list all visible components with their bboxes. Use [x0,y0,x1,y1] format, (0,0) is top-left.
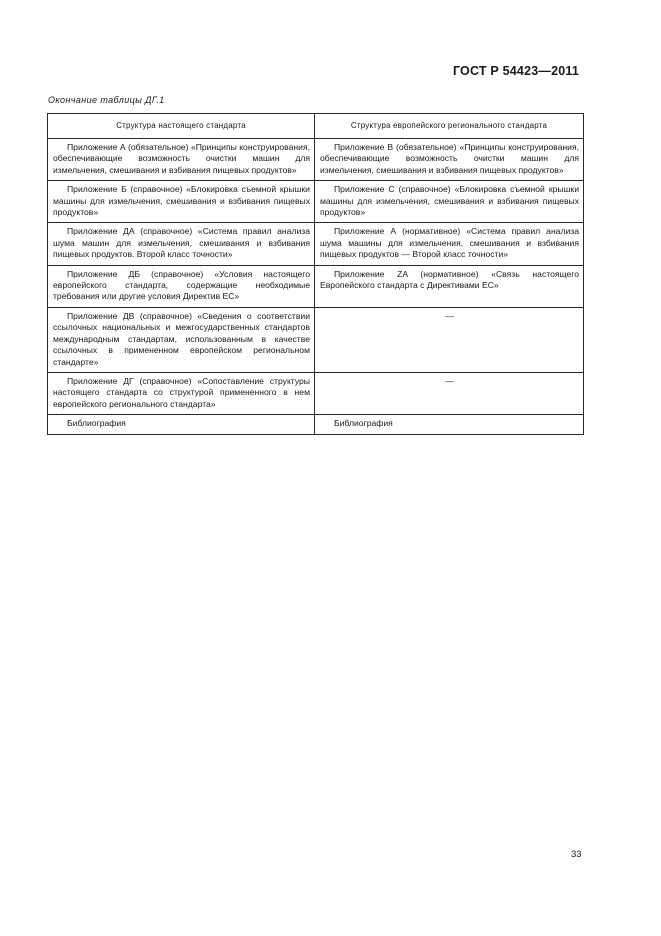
table-cell: Приложение B (обязательное) «Принципы конструирования, обеспечивающие возможность очистки машин для измельчения, смешивания и взбивания пищевых продуктов» [315,139,584,181]
table-cell: Приложение ДВ (справочное) «Сведения о соответствии ссылочных национальных и межгосударственных стандартов международным стандартам, использованным в качестве ссылочных в примененном европейском региональном стандарте» [48,307,315,372]
table-cell: Приложение А (нормативное) «Система правил анализа шума машины для измельчения, смешивания и взбивания пищевых продуктов — Второй класс точности» [315,223,584,265]
table-cell: Приложение С (справочное) «Блокировка съемной крышки машины для измельчения, смешивания и взбивания пищевых продуктов» [315,181,584,223]
table-row [48,372,584,414]
table-cell-bibliography: Библиография [48,415,315,434]
table-cell: Приложение Б (справочное) «Блокировка съемной крышки машины для измельчения, смешивания и взбивания пищевых продуктов» [48,181,315,223]
table-row [48,223,584,265]
table-cell-bibliography: Библиография [315,415,584,434]
table-row [48,139,584,181]
table-cell: Приложение ZA (нормативное) «Связь настоящего Европейского стандарта с Директивами ЕС» [315,265,584,307]
page-number: 33 [571,849,582,860]
table-row [48,415,584,434]
table-cell: Приложение ДГ (справочное) «Сопоставление структуры настоящего стандарта со структурой примененного в нем европейского регионального стандарта» [48,372,315,414]
table-caption: Окончание таблицы ДГ.1 [48,95,165,105]
structure-comparison-table [47,113,584,435]
document-code: ГОСТ Р 54423—2011 [452,64,579,78]
table-header-row [48,114,584,139]
column-header-national: Структура настоящего стандарта [48,114,315,139]
table-row [48,181,584,223]
table-row [48,265,584,307]
column-header-european: Структура европейского регионального стандарта [315,114,584,139]
table-cell-empty-dash: — [315,372,584,414]
table-cell: Приложение А (обязательное) «Принципы конструирования, обеспечивающие возможность очистки машин для измельчения, смешивания и взбивания пищевых продуктов» [48,139,315,181]
table-cell-empty-dash: — [315,307,584,372]
table-row [48,307,584,372]
table-cell: Приложение ДБ (справочное) «Условия настоящего европейского стандарта, содержащие необходимые требования или другие условия Директив ЕС» [48,265,315,307]
table-cell: Приложение ДА (справочное) «Система правил анализа шума машин для измельчения, смешивания и взбивания пищевых продуктов. Второй класс точности» [48,223,315,265]
